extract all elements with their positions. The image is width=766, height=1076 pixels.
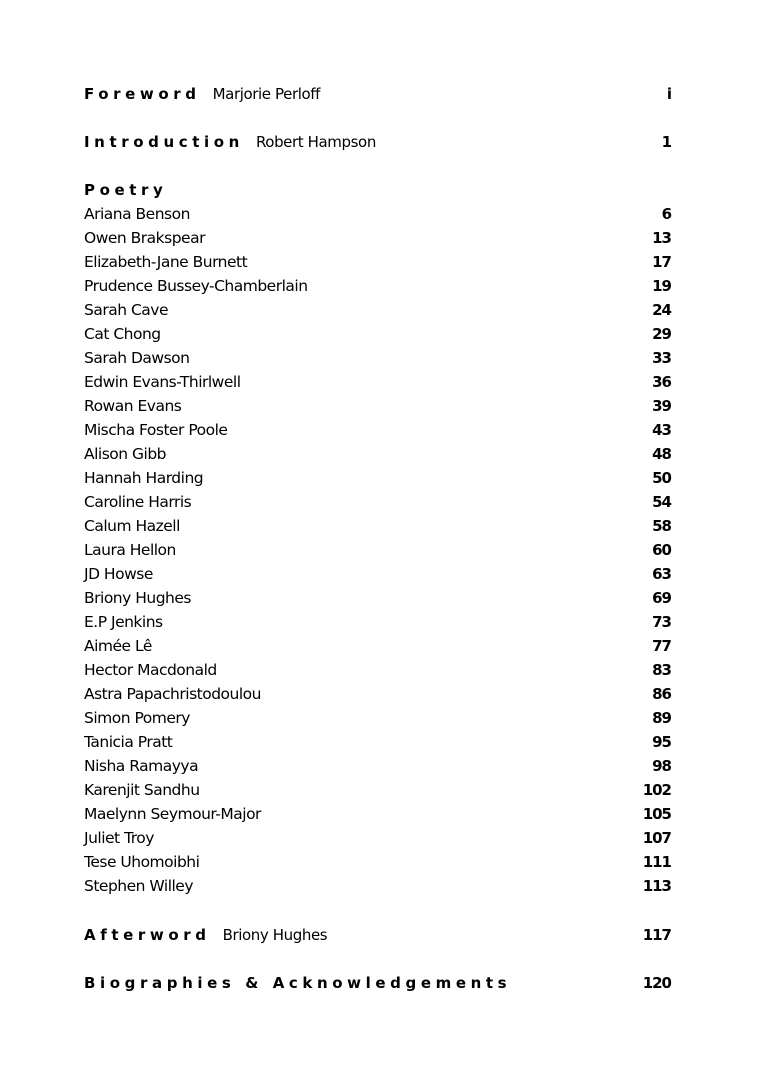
section-heading: Biographies & Acknowledgements [84, 974, 512, 992]
poet-name: JD Howse [84, 565, 153, 583]
page-number: 60 [652, 541, 671, 559]
page-number: 1 [661, 133, 671, 151]
poet-name: Owen Brakspear [84, 229, 205, 247]
page-number: i [666, 85, 671, 103]
page-number: 111 [642, 853, 671, 871]
toc-entry-biographies[interactable] [84, 971, 671, 995]
toc-entry-left [84, 133, 376, 151]
poet-name: Caroline Harris [84, 493, 192, 511]
page-number: 58 [652, 517, 671, 535]
toc-entry-poem[interactable] [84, 370, 671, 394]
poet-name: Edwin Evans-Thirlwell [84, 373, 241, 391]
toc-entry-poem[interactable] [84, 346, 671, 370]
poet-name: Tanicia Pratt [84, 733, 173, 751]
page-number: 29 [652, 325, 671, 343]
toc-entry-poem[interactable] [84, 562, 671, 586]
toc-entry-afterword[interactable] [84, 923, 671, 947]
poet-name: Sarah Dawson [84, 349, 190, 367]
page-number: 48 [652, 445, 671, 463]
page-number: 77 [652, 637, 671, 655]
toc-entry-poem[interactable] [84, 706, 671, 730]
poet-name: Rowan Evans [84, 397, 182, 415]
page-number: 95 [652, 733, 671, 751]
poet-name: Briony Hughes [84, 589, 191, 607]
poet-name: E.P Jenkins [84, 613, 163, 631]
section-author: Briony Hughes [222, 926, 328, 944]
toc-entry-poem[interactable] [84, 586, 671, 610]
page-number: 120 [642, 974, 671, 992]
page-number: 39 [652, 397, 671, 415]
poet-name: Aimée Lê [84, 637, 152, 655]
page-number: 113 [642, 877, 671, 895]
toc-entry-poem[interactable] [84, 850, 671, 874]
poet-name: Laura Hellon [84, 541, 176, 559]
toc-entry-poem[interactable] [84, 778, 671, 802]
poet-name: Hannah Harding [84, 469, 204, 487]
page-number: 83 [652, 661, 671, 679]
page-number: 50 [652, 469, 671, 487]
toc-entry-poem[interactable] [84, 730, 671, 754]
poet-name: Calum Hazell [84, 517, 180, 535]
poet-name: Tese Uhomoibhi [84, 853, 200, 871]
poet-name: Prudence Bussey-Chamberlain [84, 277, 308, 295]
toc-entry-poem[interactable] [84, 226, 671, 250]
poet-name: Maelynn Seymour-Major [84, 805, 261, 823]
toc-entry-introduction[interactable] [84, 130, 671, 154]
poet-name: Ariana Benson [84, 205, 190, 223]
page-number: 13 [652, 229, 671, 247]
toc-entry-poem[interactable] [84, 298, 671, 322]
toc-entry-poem[interactable] [84, 514, 671, 538]
poet-name: Sarah Cave [84, 301, 168, 319]
section-heading: Poetry [84, 181, 168, 199]
poet-name: Alison Gibb [84, 445, 167, 463]
toc-entry-poem[interactable] [84, 874, 671, 898]
page-number: 73 [652, 613, 671, 631]
toc-entry-left [84, 85, 320, 103]
toc-entry-poem[interactable] [84, 394, 671, 418]
page-number: 86 [652, 685, 671, 703]
toc-entry-poem[interactable] [84, 802, 671, 826]
toc-entry-poem[interactable] [84, 490, 671, 514]
toc-entry-poem[interactable] [84, 826, 671, 850]
page-number: 107 [642, 829, 671, 847]
page-number: 98 [652, 757, 671, 775]
poet-name: Elizabeth-Jane Burnett [84, 253, 248, 271]
page-number: 102 [642, 781, 671, 799]
page-number: 19 [652, 277, 671, 295]
page-number: 105 [642, 805, 671, 823]
toc-entry-poem[interactable] [84, 754, 671, 778]
page-number: 89 [652, 709, 671, 727]
toc-entry-left [84, 181, 167, 199]
poet-name: Mischa Foster Poole [84, 421, 228, 439]
page-number: 43 [652, 421, 671, 439]
toc-entry-poem[interactable] [84, 202, 671, 226]
toc-entry-poem[interactable] [84, 250, 671, 274]
toc-entry-poem[interactable] [84, 610, 671, 634]
page-number: 24 [652, 301, 671, 319]
toc-entry-poem[interactable] [84, 466, 671, 490]
page-number: 63 [652, 565, 671, 583]
poet-name: Astra Papachristodoulou [84, 685, 261, 703]
poet-name: Karenjit Sandhu [84, 781, 200, 799]
toc-entry-poem[interactable] [84, 322, 671, 346]
toc-entry-foreword[interactable] [84, 82, 671, 106]
toc-entry-poem[interactable] [84, 442, 671, 466]
poet-name: Cat Chong [84, 325, 161, 343]
toc-entry-left [84, 974, 511, 992]
page-number: 33 [652, 349, 671, 367]
page-number: 36 [652, 373, 671, 391]
page-number: 117 [642, 926, 671, 944]
toc-entry-poem[interactable] [84, 538, 671, 562]
poet-name: Hector Macdonald [84, 661, 217, 679]
section-heading: Introduction [84, 133, 244, 151]
toc-entry-left [84, 926, 327, 944]
toc-entry-poem[interactable] [84, 658, 671, 682]
page-number: 54 [652, 493, 671, 511]
toc-entry-poem[interactable] [84, 418, 671, 442]
toc-entry-poem[interactable] [84, 682, 671, 706]
poet-name: Juliet Troy [84, 829, 154, 847]
section-author: Marjorie Perloff [212, 85, 321, 103]
poet-name: Stephen Willey [84, 877, 194, 895]
section-heading: Afterword [84, 926, 211, 944]
page-number: 6 [661, 205, 671, 223]
poet-name: Simon Pomery [84, 709, 190, 727]
section-author: Robert Hampson [255, 133, 376, 151]
toc-entry-poem[interactable] [84, 634, 671, 658]
page-number: 69 [652, 589, 671, 607]
toc-entry-poem[interactable] [84, 274, 671, 298]
section-heading: Foreword [84, 85, 201, 103]
toc-section-poetry [84, 178, 671, 202]
poet-name: Nisha Ramayya [84, 757, 199, 775]
page-number: 17 [652, 253, 671, 271]
